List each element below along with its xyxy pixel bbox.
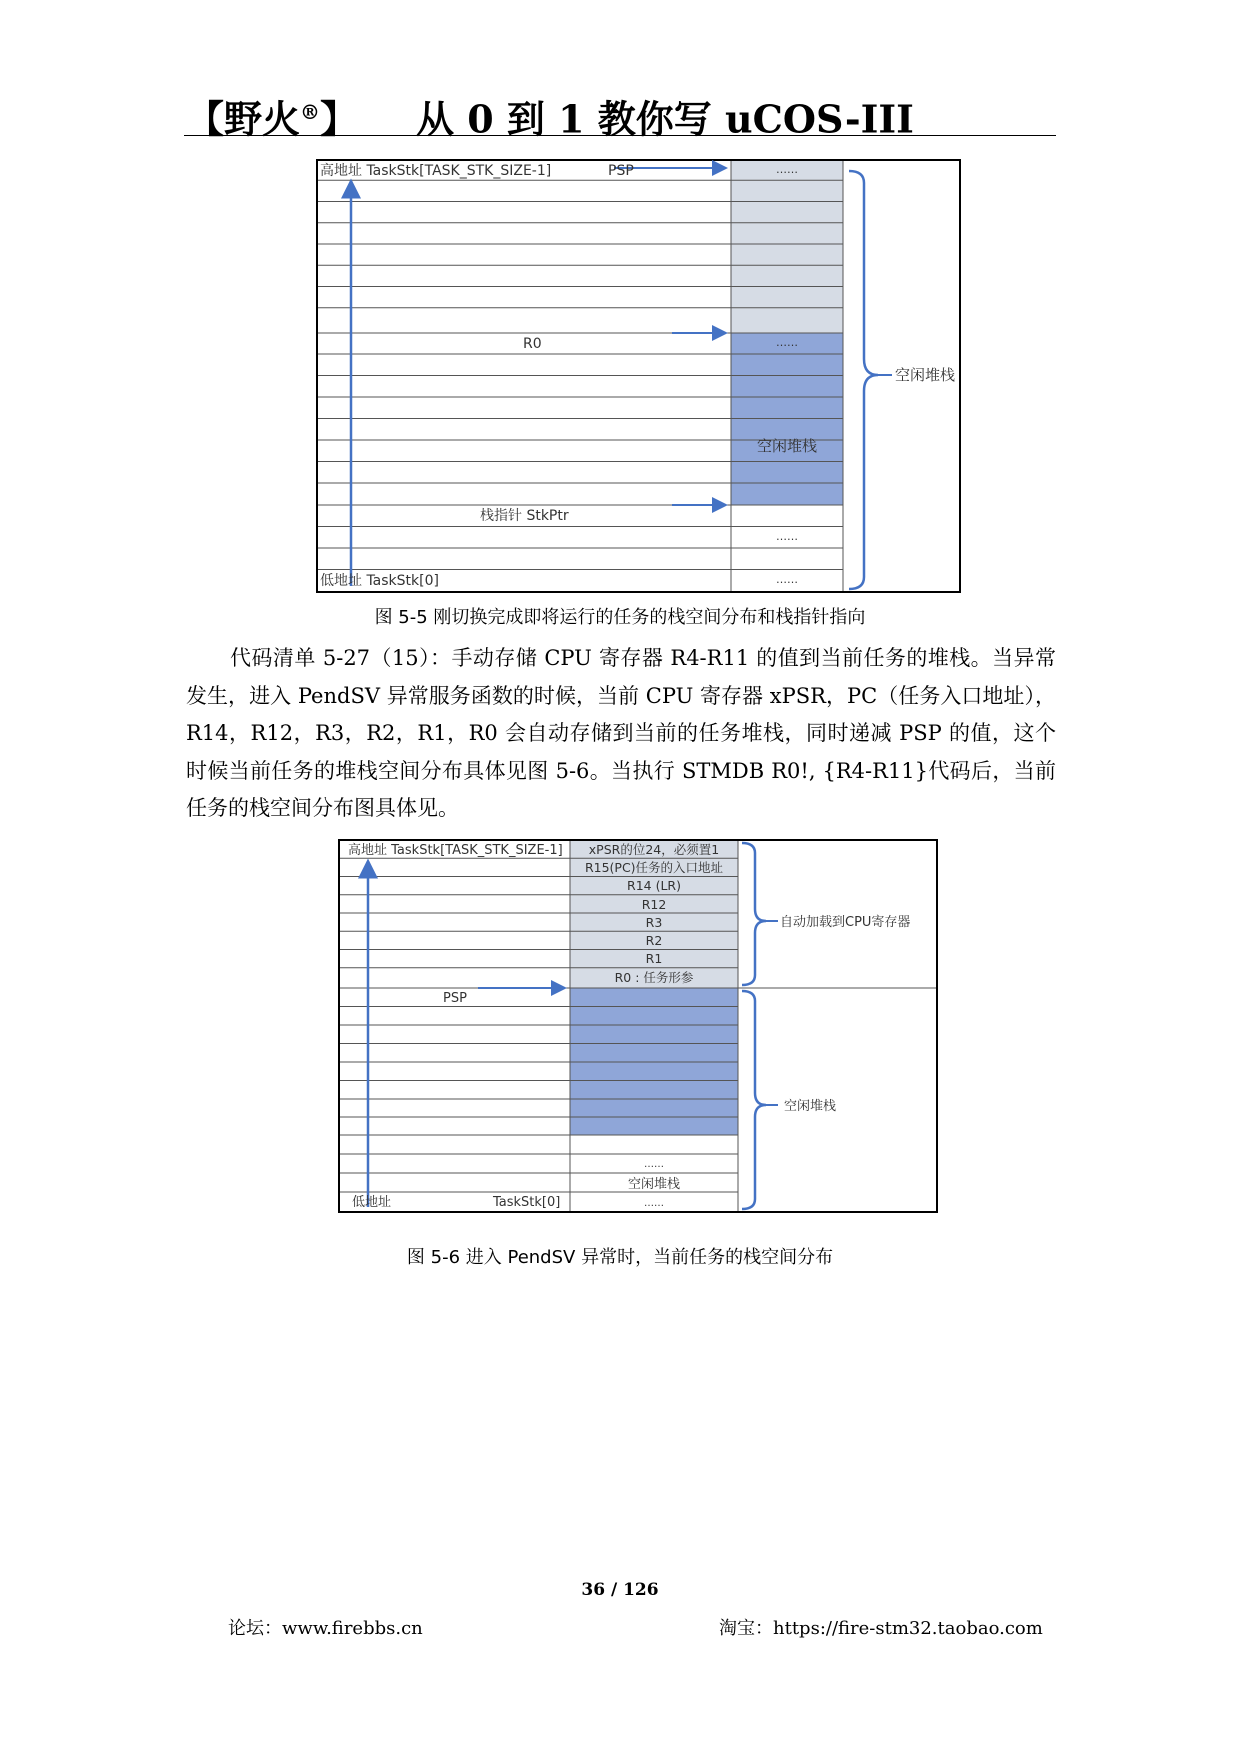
footer-forum-link[interactable]: 论坛：www.firebbs.cn xyxy=(228,1618,423,1639)
figure-5-6 xyxy=(338,839,938,1213)
free-stack-brace xyxy=(849,171,878,589)
used-stack-region xyxy=(731,161,843,333)
high-address-label: 高地址 TaskStk[TASK_STK_SIZE-1] xyxy=(348,843,563,858)
paragraph: 代码清单 5-27（15）：手动存储 CPU 寄存器 R4-R11 的值到当前任务的堆栈。当异常发生，进入 PendSV 异常服务函数的时候，当前 CPU 寄存器 xPSR，PC（任务入口地址），R14，R12，R3，R2，R1，R0 会自动存储到当前的任务堆栈，同时递减 PSP 的值，这个时候当前任务的堆栈空间分布具体见图 5-6。当执行 STMDB R0!, {R4-R11}代码后，当前任务的栈空间分布图具体见。 xyxy=(186,646,1056,820)
register-label-xpsr: xPSR的位24，必须置1 xyxy=(588,842,720,857)
free-stack-brace xyxy=(742,991,766,1209)
body-text xyxy=(186,640,1056,828)
figure-5-5-diagram xyxy=(316,159,961,593)
psp-label: PSP xyxy=(443,991,467,1006)
register-label-r14: R14 (LR) xyxy=(627,878,681,893)
free-stack-cell-label: 空闲堆栈 xyxy=(627,1177,681,1192)
footer-shop-link[interactable]: 淘宝：https://fire-stm32.taobao.com xyxy=(719,1618,1043,1639)
stkptr-label: 栈指针 StkPtr xyxy=(480,508,569,524)
book-title: 从 0 到 1 教你写 uCOS-III xyxy=(416,96,914,142)
brand: 【野火®】 xyxy=(186,96,359,142)
free-stack-cell-label: 空闲堆栈 xyxy=(756,437,818,455)
free-stack-brace-label: 空闲堆栈 xyxy=(784,1099,837,1114)
ellipsis-r0: …… xyxy=(776,336,798,349)
ellipsis-lower: …… xyxy=(644,1159,664,1170)
figure-5-6-diagram xyxy=(338,839,938,1213)
ellipsis-lower: …… xyxy=(776,530,798,543)
auto-load-brace-label: 自动加载到CPU寄存器 xyxy=(780,915,911,930)
register-label-r15: R15(PC)任务的入口地址 xyxy=(584,860,724,875)
free-stack-brace-label: 空闲堆栈 xyxy=(895,366,956,384)
ellipsis-bottom: …… xyxy=(644,1198,664,1209)
register-label-r1: R1 xyxy=(645,951,663,966)
low-address-label: 低地址 TaskStk[0] xyxy=(320,573,439,589)
header-divider xyxy=(184,135,1056,136)
taskstk0-label: TaskStk[0] xyxy=(493,1195,561,1210)
psp-label: PSP xyxy=(608,163,634,179)
figure-5-6-caption: 图 5-6 进入 PendSV 异常时，当前任务的栈空间分布 xyxy=(406,1247,834,1268)
header-title xyxy=(186,86,1086,142)
register-label-r2: R2 xyxy=(645,933,663,948)
figure-5-5 xyxy=(316,159,961,593)
r0-label: R0 xyxy=(523,336,542,352)
ellipsis-bottom: …… xyxy=(776,573,798,586)
register-label-r12: R12 xyxy=(641,897,667,912)
page-number: 36 / 126 xyxy=(581,1580,659,1600)
low-address-label: 低地址 xyxy=(352,1195,392,1210)
ellipsis-top: …… xyxy=(776,163,798,176)
register-label-r0: R0 : 任务形参 xyxy=(614,970,694,985)
register-label-r3: R3 xyxy=(645,915,663,930)
auto-load-brace xyxy=(742,843,766,985)
figure-5-5-caption: 图 5-5 刚切换完成即将运行的任务的栈空间分布和栈指针指向 xyxy=(374,607,866,628)
high-address-label: 高地址 TaskStk[TASK_STK_SIZE-1] xyxy=(320,163,552,179)
